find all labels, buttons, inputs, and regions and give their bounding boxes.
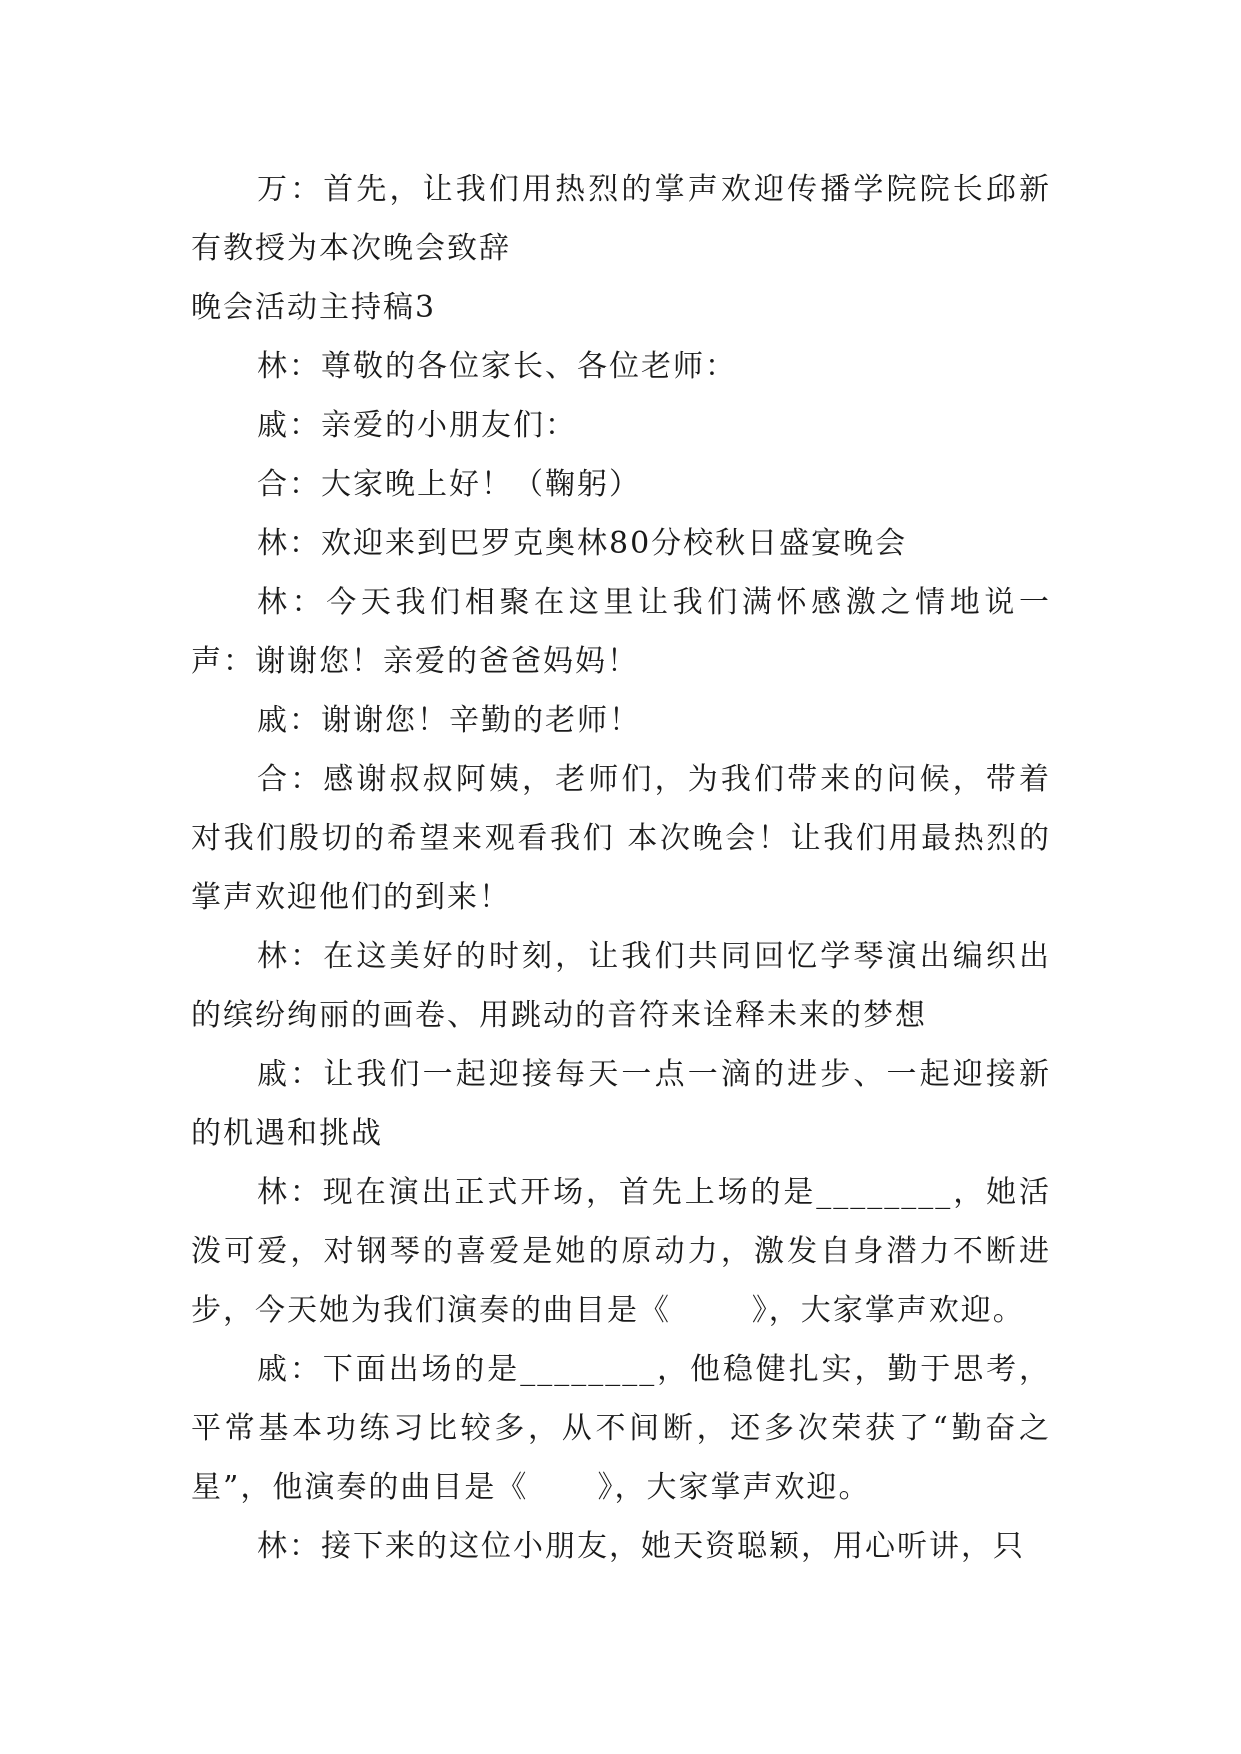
paragraph-line: 林：现在演出正式开场，首先上场的是________，她活泼可爱，对钢琴的喜爱是她的原动力，激发自身潜力不断进步，今天她为我们演奏的曲目是《 》，大家掌声欢迎。 — [191, 1175, 1051, 1328]
paragraph-line: 合：大家晚上好！（鞠躬） — [257, 467, 641, 502]
paragraph-line: 戚：谢谢您！辛勤的老师！ — [257, 703, 641, 738]
paragraph-line: 林：今天我们相聚在这里让我们满怀感激之情地说一声：谢谢您！亲爱的爸爸妈妈！ — [191, 585, 1051, 679]
paragraph-opening-speech: 万：首先，让我们用热烈的掌声欢迎传播学院院长邱新有教授为本次晚会致辞 — [191, 172, 1051, 266]
paragraph-line: 林：接下来的这位小朋友，她天资聪颖，用心听讲，只 — [257, 1529, 1025, 1564]
paragraph-line: 林：尊敬的各位家长、各位老师： — [257, 349, 737, 384]
paragraph-line: 戚：亲爱的小朋友们： — [257, 408, 577, 443]
paragraph-line: 戚：让我们一起迎接每天一点一滴的进步、一起迎接新的机遇和挑战 — [191, 1057, 1051, 1151]
document-page — [191, 160, 1051, 1576]
paragraph-line: 林：在这美好的时刻，让我们共同回忆学琴演出编织出的缤纷绚丽的画卷、用跳动的音符来诠释未来的梦想 — [191, 939, 1051, 1033]
section-title: 晚会活动主持稿3 — [191, 290, 437, 325]
paragraph-line: 戚：下面出场的是________，他稳健扎实，勤于思考，平常基本功练习比较多，从不间断，还多次荣获了“勤奋之星”，他演奏的曲目是《 》，大家掌声欢迎。 — [191, 1352, 1051, 1505]
paragraph-line: 合：感谢叔叔阿姨，老师们，为我们带来的问候，带着对我们殷切的希望来观看我们 本次晚会！让我们用最热烈的掌声欢迎他们的到来！ — [191, 762, 1051, 915]
paragraph-line: 林：欢迎来到巴罗克奥林80分校秋日盛宴晚会 — [257, 526, 908, 561]
